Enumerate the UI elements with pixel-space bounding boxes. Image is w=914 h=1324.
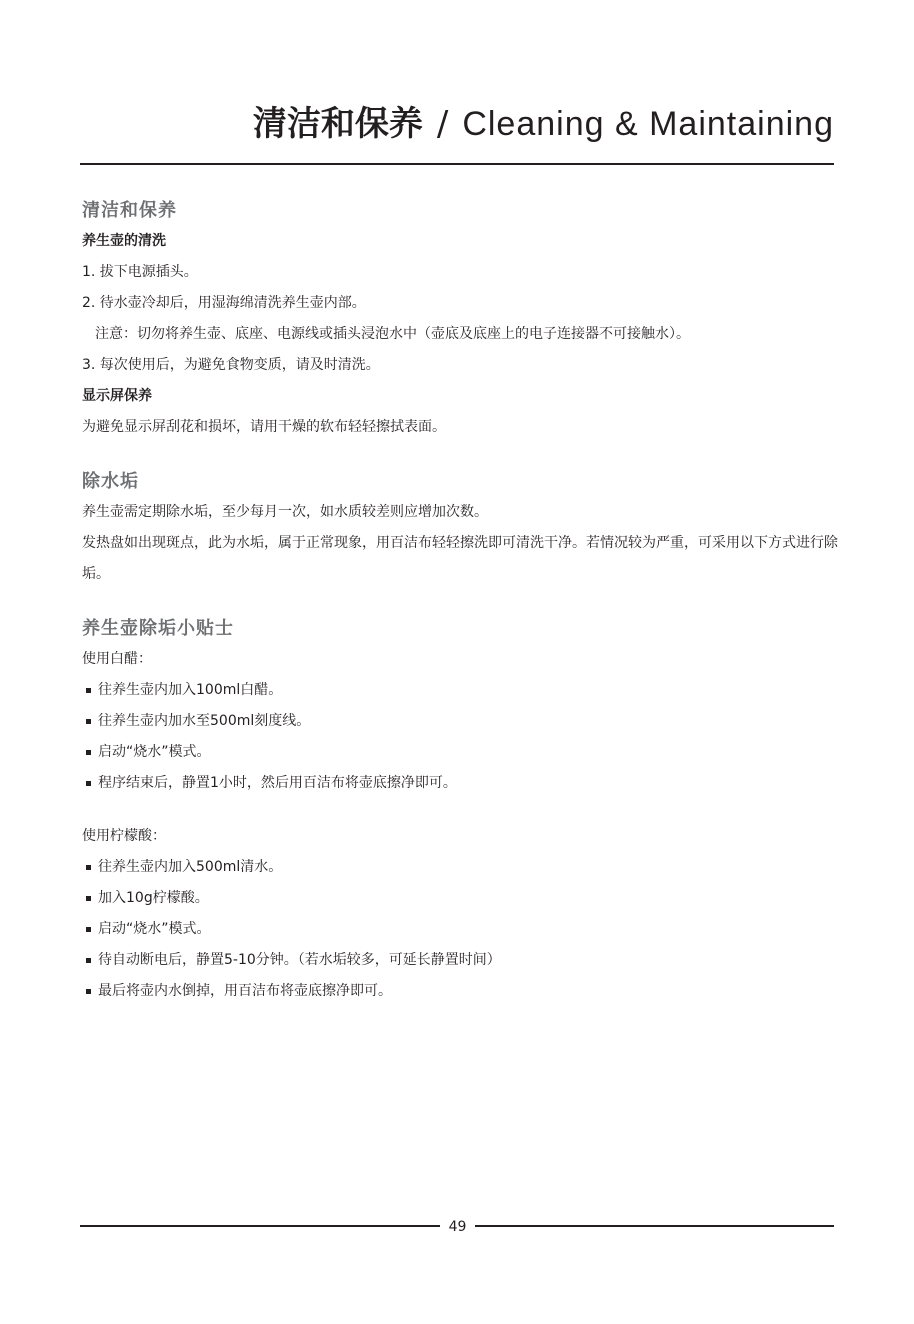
section-title-descaling-tips: 养生壶除垢小贴士 — [82, 618, 234, 639]
subtitle-kettle-cleaning: 养生壶的清洗 — [82, 233, 166, 249]
cleaning-step-2: 2. 待水壶冷却后，用湿海绵清洗养生壶内部。 — [82, 295, 366, 311]
display-care-text: 为避免显示屏刮花和损坏，请用干燥的软布轻轻擦拭表面。 — [82, 419, 446, 435]
page-content — [82, 196, 842, 1007]
descaling-text-2: 发热盘如出现斑点，此为水垢，属于正常现象，用百洁布轻轻擦洗即可清洗干净。若情况较为严重，可采用以下方式进行除垢。 — [82, 535, 838, 582]
subtitle-display-care: 显示屏保养 — [82, 388, 152, 404]
header-title-chinese: 清洁和保养 — [252, 104, 423, 144]
cleaning-step-1: 1. 拔下电源插头。 — [82, 264, 198, 280]
header-title-english: Cleaning & Maintaining — [462, 105, 834, 143]
citric-step: 最后将壶内水倒掉，用百洁布将壶底擦净即可。 — [82, 976, 842, 1007]
vinegar-step: 往养生壶内加入100ml白醋。 — [82, 675, 842, 706]
list-spacer — [82, 799, 842, 821]
citric-method-label: 使用柠檬酸： — [82, 828, 166, 844]
section-title-descaling: 除水垢 — [82, 471, 139, 492]
footer-divider-left — [80, 1225, 440, 1227]
section-spacer — [82, 443, 842, 467]
vinegar-step: 程序结束后，静置1小时，然后用百洁布将壶底擦净即可。 — [82, 768, 842, 799]
vinegar-step: 启动“烧水”模式。 — [82, 737, 842, 768]
citric-step: 待自动断电后，静置5-10分钟。（若水垢较多，可延长静置时间） — [82, 945, 842, 976]
citric-step: 启动“烧水”模式。 — [82, 914, 842, 945]
page-number: 49 — [448, 1219, 467, 1235]
citric-step: 往养生壶内加入500ml清水。 — [82, 852, 842, 883]
footer-divider-right — [475, 1225, 834, 1227]
descaling-text-1: 养生壶需定期除水垢，至少每月一次，如水质较差则应增加次数。 — [82, 504, 488, 520]
section-title-cleaning: 清洁和保养 — [82, 200, 177, 221]
cleaning-note: 注意：切勿将养生壶、底座、电源线或插头浸泡水中（壶底及底座上的电子连接器不可接触水）。 — [95, 326, 690, 342]
vinegar-step: 往养生壶内加水至500ml刻度线。 — [82, 706, 842, 737]
section-spacer — [82, 590, 842, 614]
page-header-title — [253, 100, 834, 148]
header-title-separator: / — [436, 104, 449, 144]
vinegar-method-label: 使用白醋： — [82, 651, 152, 667]
cleaning-step-3: 3. 每次使用后，为避免食物变质，请及时清洗。 — [82, 357, 380, 373]
header-divider — [80, 163, 834, 165]
citric-step: 加入10g柠檬酸。 — [82, 883, 842, 914]
